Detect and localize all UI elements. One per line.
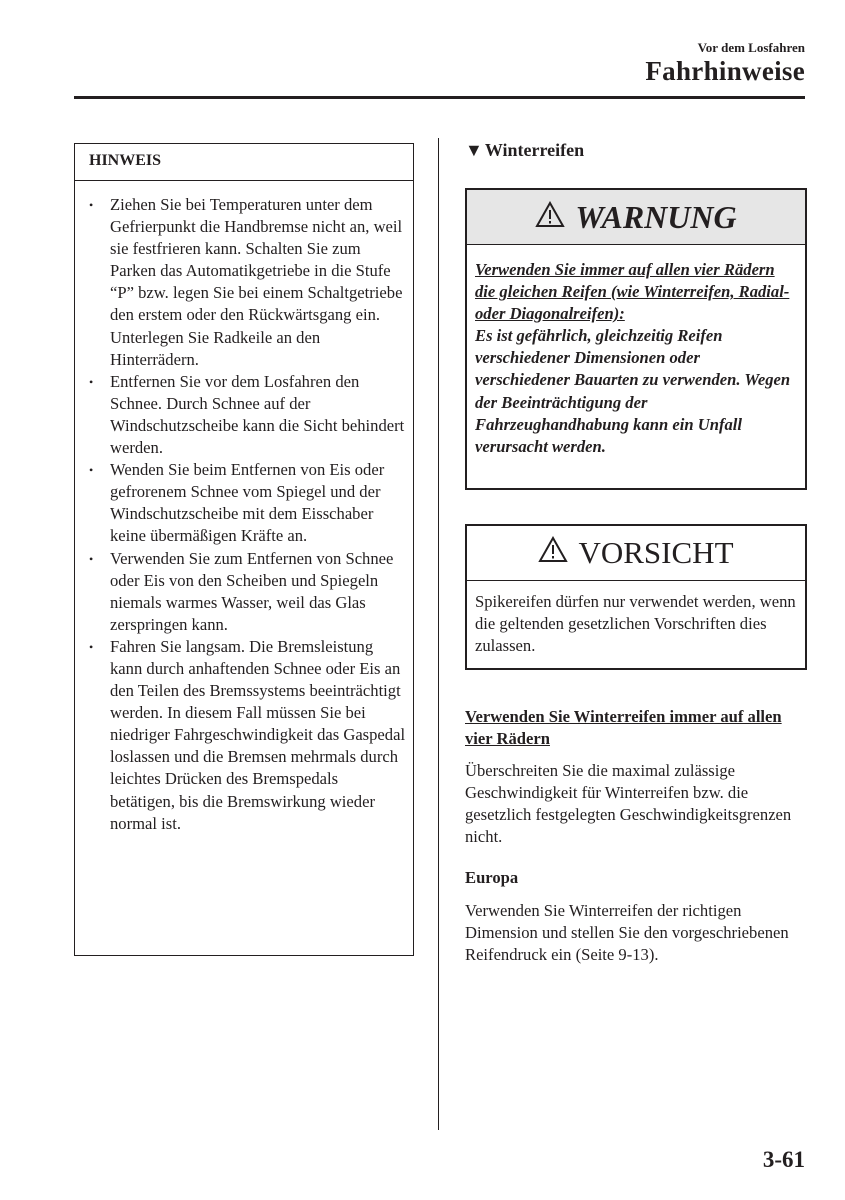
- caution-body: Spikereifen dürfen nur verwendet werden, wenn die geltenden gesetzlichen Vorschriften dies zulassen.: [475, 592, 796, 656]
- note-item-text: Verwenden Sie zum Entfernen von Schnee oder Eis von den Scheiben und Spiegeln niemals warmes Wasser, weil das Glas zerspringen kann.: [110, 548, 394, 634]
- caution-header: [467, 526, 805, 581]
- note-item-text: Fahren Sie langsam. Die Bremsleistung kann durch anhaftenden Schnee oder Eis an den Teilen des Bremssystems beeinträchtigt werden. In diesem Fall müssen Sie bei niedriger Fahrgeschwindigkeit das Gaspedal loslassen und die Bremsen mehrmals durch leichtes Drücken des Bremspedals betätigen, bis die Bremswirkung wieder normal ist.: [110, 636, 406, 833]
- page-number: 3-61: [762, 1147, 805, 1172]
- caution-box: [465, 524, 807, 670]
- note-item: [89, 548, 407, 636]
- note-box: [74, 143, 414, 956]
- note-heading: HINWEIS: [75, 144, 413, 181]
- warning-text: Es ist gefährlich, gleichzeitig Reifen verschiedener Dimensionen oder verschiedener Bauarten zu verwenden. Wegen der Beeinträchtigung der Fahrzeughandhabung kann ein Unfall verursacht werden.: [475, 326, 791, 456]
- caution-triangle-icon: [538, 535, 568, 571]
- warning-lead: Verwenden Sie immer auf allen vier Rädern die gleichen Reifen (wie Winterreifen, Radial- oder Diagonalreifen):: [475, 260, 790, 324]
- bullet-icon: •: [89, 198, 94, 212]
- warning-triangle-icon: [535, 199, 565, 236]
- triangle-down-icon: ▼: [465, 140, 483, 160]
- bullet-icon: •: [89, 551, 94, 566]
- bullet-icon: •: [89, 463, 94, 478]
- note-item-text: Ziehen Sie bei Temperaturen unter dem Gefrierpunkt die Handbremse nicht an, weil sie festfrieren kann. Schalten Sie zum Parken das Automatikgetriebe in die Stufe “P” bzw. legen Sie bei einem Schaltgetriebe den erstem oder den Rückwärtsgang ein. Unterlegen Sie Radkeile an den Hinterrädern.: [110, 195, 403, 369]
- note-list: [75, 181, 413, 835]
- caution-label: VORSICHT: [578, 535, 734, 570]
- warning-header: [467, 190, 805, 245]
- warning-body: [467, 245, 805, 458]
- bullet-icon: •: [89, 639, 94, 654]
- note-item-text: Wenden Sie beim Entfernen von Eis oder gefrorenem Schnee vom Spiegel und der Windschutzscheibe mit dem Eisschaber keine übermäßigen Kräfte an.: [110, 460, 385, 546]
- winter-tires-heading: [465, 140, 807, 161]
- all-wheels-heading: Verwenden Sie Winterreifen immer auf allen vier Rädern: [465, 707, 782, 749]
- bullet-icon: •: [89, 374, 94, 389]
- note-item-text: Entfernen Sie vor dem Losfahren den Schnee. Durch Schnee auf der Windschutzscheibe kann die Sicht behindert werden.: [110, 371, 405, 458]
- warning-label: WARNUNG: [575, 198, 737, 235]
- europe-text: Verwenden Sie Winterreifen der richtigen Dimension und stellen Sie den vorgeschriebenen Reifendruck ein (Seite 9-13).: [465, 901, 789, 965]
- note-item: [89, 194, 407, 371]
- winter-tires-heading-text: Winterreifen: [484, 140, 585, 160]
- note-item: [89, 636, 407, 835]
- column-divider: [438, 138, 439, 1130]
- all-wheels-text: Überschreiten Sie die maximal zulässige Geschwindigkeit für Winterreifen bzw. die gesetzlich festgelegten Geschwindigkeitsgrenzen nicht.: [465, 761, 792, 847]
- europe-heading: Europa: [465, 868, 519, 887]
- warning-box: [465, 188, 807, 490]
- note-item: [89, 459, 407, 547]
- page-title: Fahrhinweise: [645, 56, 805, 86]
- note-item: [89, 371, 407, 459]
- header-rule: [74, 96, 805, 99]
- section-label: Vor dem Losfahren: [697, 40, 805, 55]
